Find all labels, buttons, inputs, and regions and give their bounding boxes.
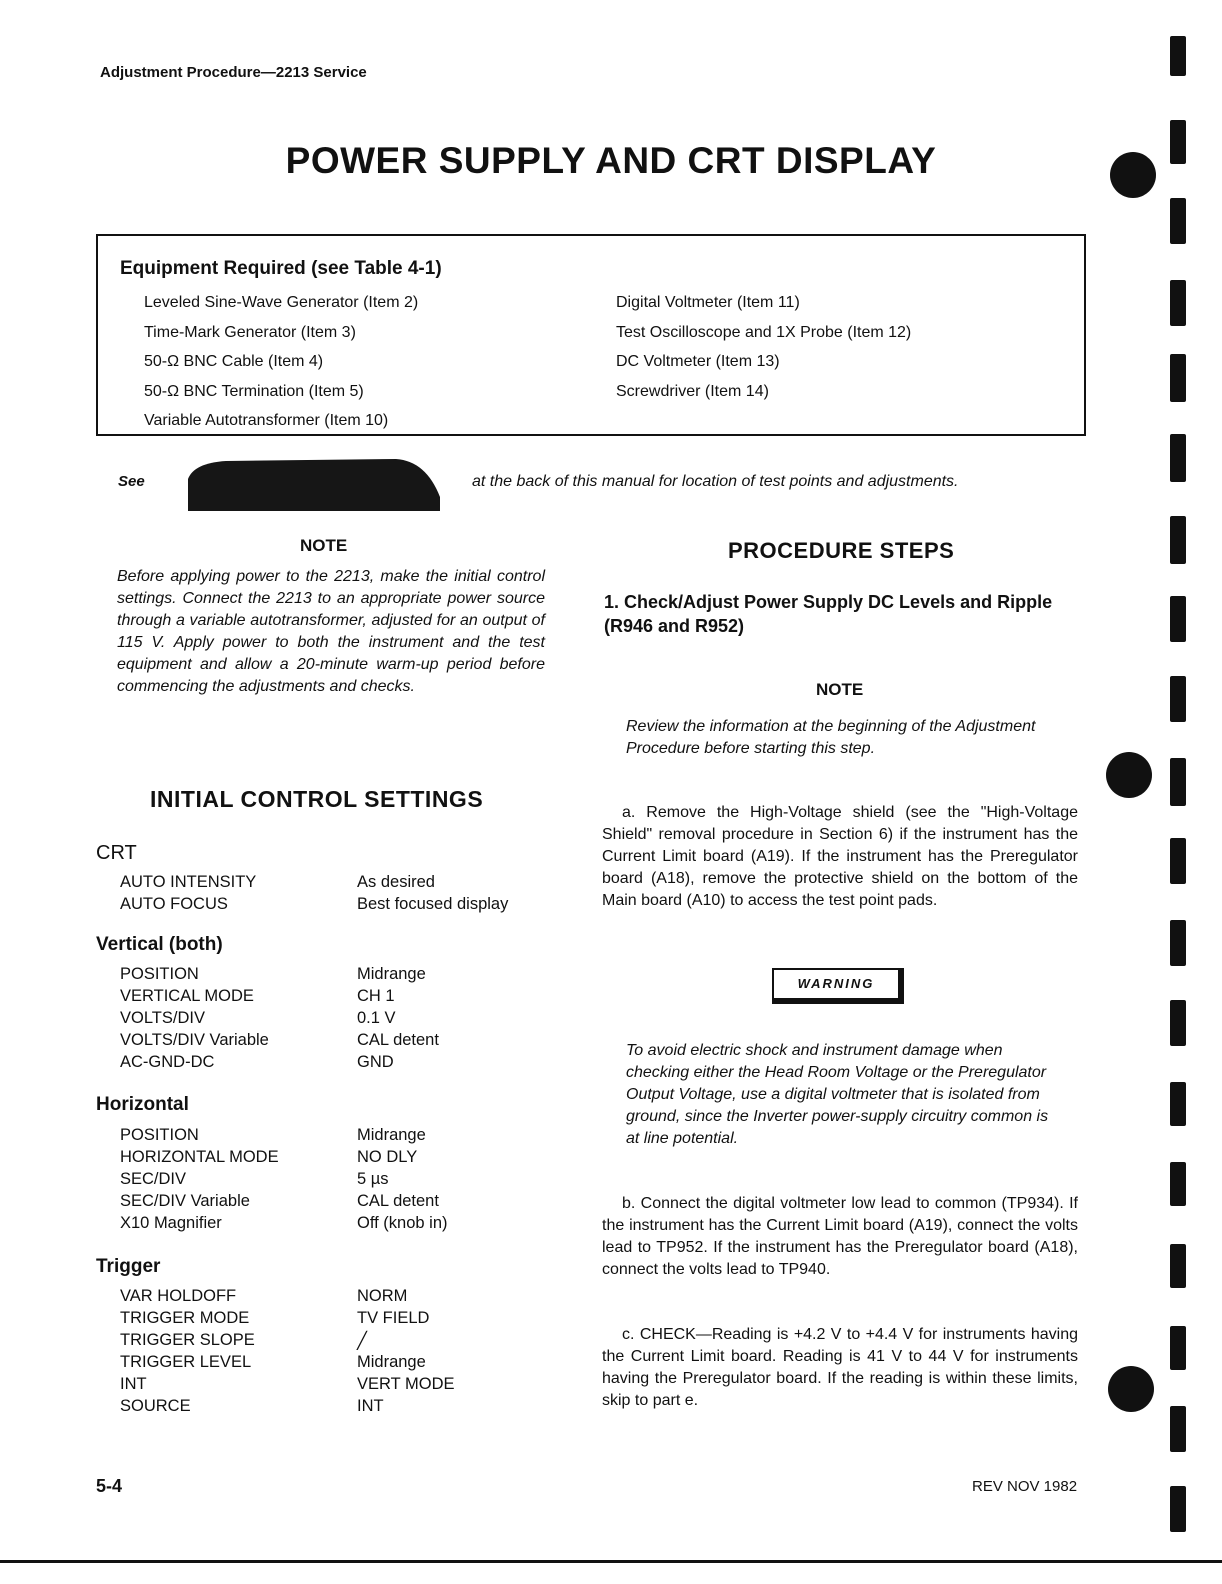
setting-value: INT xyxy=(357,1397,384,1415)
warning-text: To avoid electric shock and instrument damage when checking either the Head Room Voltage or the Preregulator Output Voltage, use a digital voltmeter that is isolated from ground, since the Inverter power-supply circuitry common is at line potential. xyxy=(626,1042,1049,1147)
setting-value: As desired xyxy=(357,873,435,891)
setting-label: AUTO INTENSITY xyxy=(120,873,257,891)
equipment-item: 50-Ω BNC Cable (Item 4) xyxy=(144,353,324,370)
equipment-item: DC Voltmeter (Item 13) xyxy=(616,353,780,370)
setting-value: Off (knob in) xyxy=(357,1214,448,1232)
setting-label: POSITION xyxy=(120,1126,199,1144)
equipment-heading: Equipment Required (see Table 4-1) xyxy=(120,258,442,279)
setting-value: TV FIELD xyxy=(357,1309,430,1327)
page-bottom-rule xyxy=(0,1560,1222,1563)
redacted-tab-shape xyxy=(186,457,442,513)
binder-margin-mark xyxy=(1170,280,1186,326)
setting-value: Best focused display xyxy=(357,895,509,913)
binder-margin-mark xyxy=(1170,354,1186,402)
binder-margin-mark xyxy=(1170,1406,1186,1452)
setting-label: AC-GND-DC xyxy=(120,1053,215,1071)
equipment-required-box xyxy=(96,234,1086,436)
section-trigger: Trigger xyxy=(96,1256,161,1277)
equipment-item: Screwdriver (Item 14) xyxy=(616,382,769,400)
note-text-right: Review the information at the beginning of the Adjustment Procedure before starting this step. xyxy=(626,718,1036,757)
binder-margin-mark xyxy=(1170,1244,1186,1288)
binder-margin-mark xyxy=(1170,198,1186,244)
setting-label: HORIZONTAL MODE xyxy=(120,1148,279,1166)
section-horizontal: Horizontal xyxy=(96,1094,189,1115)
setting-label: TRIGGER MODE xyxy=(120,1309,250,1327)
binder-hole-dot xyxy=(1106,752,1152,798)
initial-settings-heading: INITIAL CONTROL SETTINGS xyxy=(150,786,484,812)
setting-label: VERTICAL MODE xyxy=(120,987,254,1005)
section-crt: CRT xyxy=(96,842,137,864)
binder-margin-mark xyxy=(1170,1326,1186,1370)
setting-label: INT xyxy=(120,1375,147,1393)
equipment-item: 50-Ω BNC Termination (Item 5) xyxy=(144,382,364,400)
setting-value: 5 µs xyxy=(357,1170,389,1188)
equipment-item: Time-Mark Generator (Item 3) xyxy=(144,323,356,341)
procedure-heading: PROCEDURE STEPS xyxy=(728,538,955,563)
binder-margin-mark xyxy=(1170,1486,1186,1532)
binder-margin-mark xyxy=(1170,434,1186,482)
page-number: 5-4 xyxy=(96,1476,123,1496)
note-heading-left: NOTE xyxy=(300,536,348,555)
setting-value: NORM xyxy=(357,1287,408,1305)
binder-hole-dot xyxy=(1108,1366,1154,1412)
binder-margin-mark xyxy=(1170,36,1186,76)
setting-value: NO DLY xyxy=(357,1148,418,1166)
setting-label: SEC/DIV xyxy=(120,1170,187,1188)
setting-value: Midrange xyxy=(357,965,426,983)
setting-label: VAR HOLDOFF xyxy=(120,1287,237,1305)
note-text-left: Before applying power to the 2213, make the initial control settings. Connect the 2213 to an appropriate power source through a variable autotransformer, adjusted for an output of 115 V. Apply power to both the instrument and the test equipment and allow a 20-minute warm-up period before commencing the adjustments and checks. xyxy=(117,568,545,695)
revision-date: REV NOV 1982 xyxy=(972,1478,1078,1495)
page-title: POWER SUPPLY AND CRT DISPLAY xyxy=(285,140,937,181)
binder-margin-mark xyxy=(1170,596,1186,642)
setting-value: Midrange xyxy=(357,1353,426,1371)
setting-value: GND xyxy=(357,1053,394,1071)
binder-margin-mark xyxy=(1170,758,1186,806)
binder-margin-mark xyxy=(1170,516,1186,564)
see-label: See xyxy=(118,473,145,490)
setting-value: CH 1 xyxy=(357,987,395,1005)
binder-margin-mark xyxy=(1170,920,1186,966)
binder-margin-mark xyxy=(1170,676,1186,722)
setting-label: SEC/DIV Variable xyxy=(120,1192,250,1210)
setting-label: TRIGGER SLOPE xyxy=(120,1331,255,1349)
setting-value: VERT MODE xyxy=(357,1375,455,1393)
step-para-a: a. Remove the High-Voltage shield (see the "High-Voltage Shield" removal procedure in Section 6) if the instrument has the Current Limit board (A19). If the instrument has the Preregulator board (A18), remove the protective shield on the bottom of the Main board (A10) to access the test point pads. xyxy=(602,804,1078,909)
trigger-slope-icon: ╱ xyxy=(357,1332,367,1350)
setting-label: TRIGGER LEVEL xyxy=(120,1353,252,1371)
see-instruction: at the back of this manual for location of test points and adjustments. xyxy=(472,473,959,490)
setting-label: POSITION xyxy=(120,965,199,983)
equipment-list-right xyxy=(616,288,911,406)
binder-margin-mark xyxy=(1170,1000,1186,1046)
binder-margin-mark xyxy=(1170,1082,1186,1126)
equipment-item: Variable Autotransformer (Item 10) xyxy=(144,412,389,429)
section-vertical: Vertical (both) xyxy=(96,934,223,955)
setting-value: CAL detent xyxy=(357,1192,439,1210)
equipment-item: Test Oscilloscope and 1X Probe (Item 12) xyxy=(616,323,912,341)
step-para-b: b. Connect the digital voltmeter low lead to common (TP934). If the instrument has the Current Limit board (A19), connect the volts lead to TP952. If the instrument has the Preregulator board (A18), connect the volts lead to TP940. xyxy=(602,1195,1078,1278)
binder-margin-mark xyxy=(1170,838,1186,884)
running-header: Adjustment Procedure—2213 Service xyxy=(100,64,367,81)
setting-label: VOLTS/DIV Variable xyxy=(120,1031,269,1049)
step-para-c: c. CHECK—Reading is +4.2 V to +4.4 V for instruments having the Current Limit board. Reading is 41 V to 44 V for instruments having the Preregulator board. If the reading is within these limits, skip to part e. xyxy=(602,1326,1078,1409)
setting-value: 0.1 V xyxy=(357,1009,396,1027)
setting-label: SOURCE xyxy=(120,1397,191,1415)
equipment-list-left xyxy=(144,288,418,436)
binder-hole-dot xyxy=(1110,152,1156,198)
setting-value: Midrange xyxy=(357,1126,426,1144)
note-heading-right: NOTE xyxy=(816,680,864,699)
equipment-item: Leveled Sine-Wave Generator (Item 2) xyxy=(144,294,419,311)
binder-margin-mark xyxy=(1170,120,1186,164)
setting-label: X10 Magnifier xyxy=(120,1214,222,1232)
equipment-item: Digital Voltmeter (Item 11) xyxy=(616,294,800,311)
setting-value: CAL detent xyxy=(357,1031,439,1049)
step-1-heading: 1. Check/Adjust Power Supply DC Levels and Ripple (R946 and R952) xyxy=(604,592,1053,636)
setting-label: VOLTS/DIV xyxy=(120,1009,205,1027)
setting-label: AUTO FOCUS xyxy=(120,895,228,913)
binder-margin-mark xyxy=(1170,1162,1186,1206)
warning-label: WARNING xyxy=(772,968,904,1004)
